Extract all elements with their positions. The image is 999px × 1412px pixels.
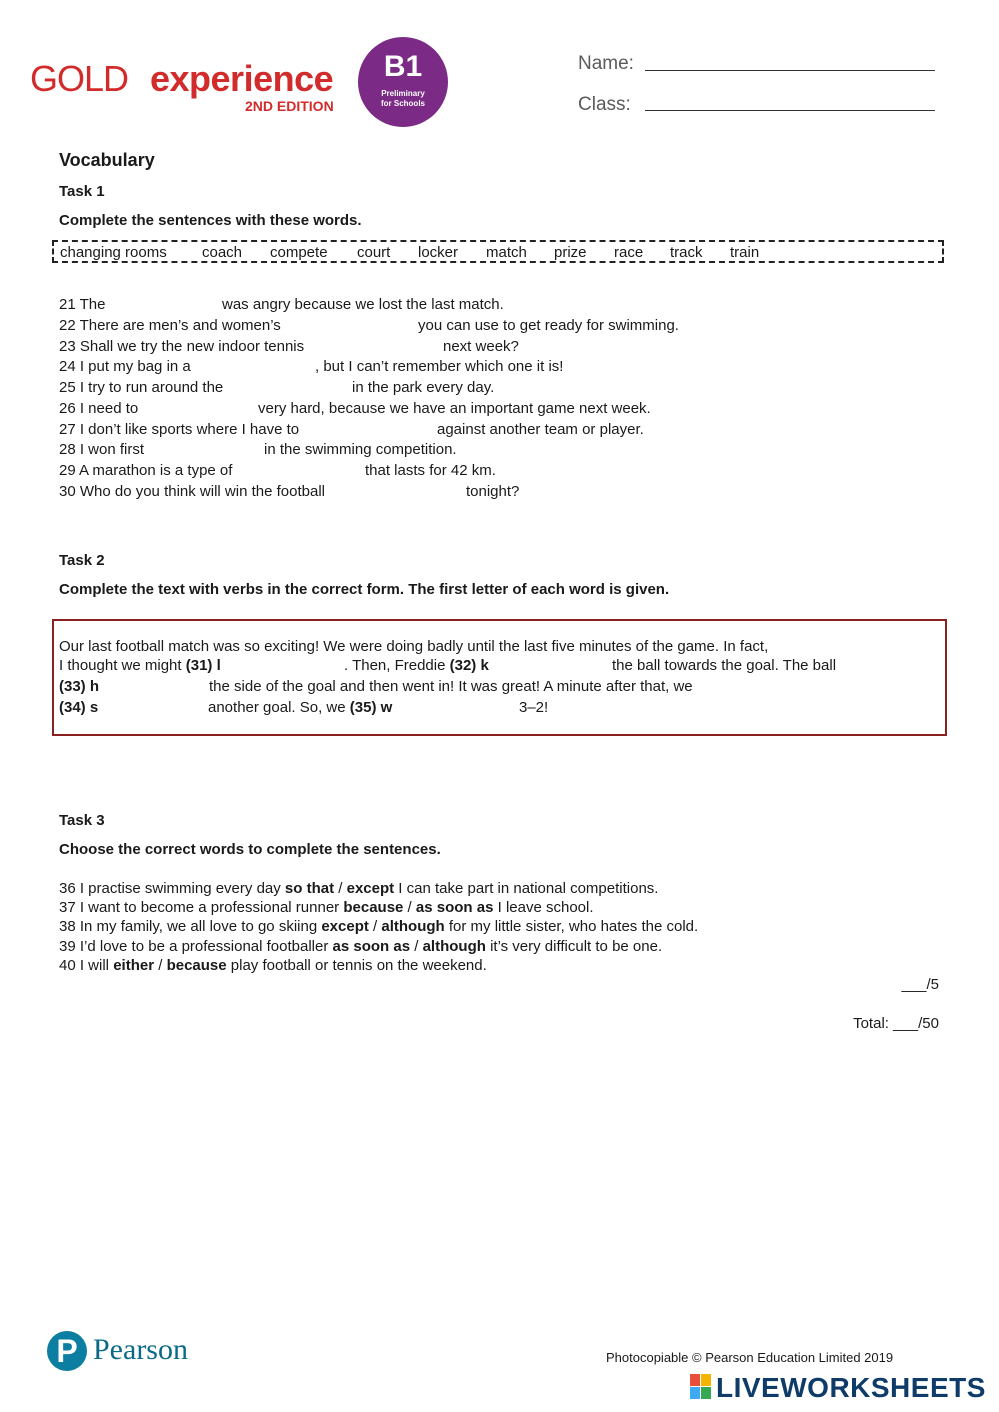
task1-sentence — [59, 482, 520, 503]
sentence-text: very hard, because we have an important game next week. — [258, 400, 651, 417]
class-label: Class: — [578, 94, 631, 115]
sentence-text: 29 A marathon is a type of — [59, 462, 233, 479]
task2-text: the ball towards the goal. The ball — [612, 657, 837, 674]
task3-sentence — [59, 937, 662, 958]
task2-text: I thought we might — [59, 657, 186, 674]
task2-heading: Task 2 — [59, 552, 105, 569]
task3-instruction: Choose the correct words to complete the sentences. — [59, 841, 441, 858]
task2-text: the side of the goal and then went in! It was great! A minute after that, we — [209, 678, 693, 695]
sentence-text: 39 I’d love to be a professional footballer — [59, 938, 333, 955]
option-separator: / — [334, 880, 347, 897]
pearson-logo-icon: P — [47, 1331, 87, 1371]
task1-sentence — [59, 316, 679, 337]
level-sub1: Preliminary — [381, 89, 425, 98]
task1-sentence — [59, 378, 495, 399]
option-separator: / — [410, 938, 423, 955]
task2-cue: (31) l — [185, 657, 221, 674]
liveworksheets-wordmark[interactable]: LIVEWORKSHEETS — [716, 1372, 986, 1403]
word-item: compete — [270, 244, 328, 261]
task2-cue: (35) w — [349, 699, 393, 716]
total-score: Total: ___/50 — [853, 1015, 939, 1032]
name-field[interactable] — [645, 70, 935, 71]
option-1[interactable]: either — [113, 957, 155, 974]
sentence-text: in the swimming competition. — [264, 441, 457, 458]
pearson-wordmark: Pearson — [93, 1333, 188, 1366]
sentence-text: that lasts for 42 km. — [365, 462, 496, 479]
task3-sentence — [59, 917, 698, 938]
task2-cue: (33) h — [59, 678, 100, 695]
task1-heading: Task 1 — [59, 183, 105, 200]
sentence-text: was angry because we lost the last match. — [222, 296, 504, 313]
sentence-text: 30 Who do you think will win the football — [59, 483, 325, 500]
task2-text: 3–2! — [519, 699, 549, 716]
option-1[interactable]: because — [343, 899, 404, 916]
task1-sentence — [59, 337, 519, 358]
task1-sentence — [59, 420, 644, 441]
logo-experience: experience — [150, 58, 334, 99]
sentence-text: 28 I won first — [59, 441, 145, 458]
task1-sentence — [59, 399, 651, 420]
sentence-text: it’s very difficult to be one. — [485, 938, 663, 955]
option-2[interactable]: except — [346, 880, 395, 897]
word-item: race — [614, 244, 644, 261]
option-1[interactable]: as soon as — [332, 938, 411, 955]
level-badge — [358, 37, 448, 127]
class-field[interactable] — [645, 110, 935, 111]
sentence-text: I leave school. — [493, 899, 594, 916]
option-2[interactable]: because — [166, 957, 227, 974]
task3-sentence — [59, 879, 658, 900]
sentence-text: 37 I want to become a professional runner — [59, 899, 344, 916]
sentence-text: 26 I need to — [59, 400, 139, 417]
sentence-text: 27 I don’t like sports where I have to — [59, 421, 300, 438]
word-item: changing rooms — [60, 244, 167, 261]
task3-sentence — [59, 956, 487, 977]
task1-sentence — [59, 440, 457, 461]
word-item: court — [357, 244, 391, 261]
task2-cue: (32) k — [449, 657, 489, 674]
word-item: locker — [418, 244, 459, 261]
sentence-text: 23 Shall we try the new indoor tennis — [59, 338, 305, 355]
task3-sentence — [59, 898, 594, 919]
word-box — [52, 240, 944, 263]
level-sub2: for Schools — [380, 99, 425, 108]
task2-line — [344, 656, 489, 677]
sentence-text: 40 I will — [59, 957, 114, 974]
sentence-text: play football or tennis on the weekend. — [226, 957, 487, 974]
name-label: Name: — [578, 53, 634, 74]
sentence-text: in the park every day. — [352, 379, 495, 396]
option-2[interactable]: as soon as — [415, 899, 494, 916]
logo-gold: GOLD — [30, 58, 129, 99]
task2-instruction: Complete the text with verbs in the correct form. The first letter of each word is given. — [59, 581, 670, 598]
level-label: B1 — [383, 50, 423, 83]
task1-instruction: Complete the sentences with these words. — [59, 212, 362, 229]
sentence-text: 25 I try to run around the — [59, 379, 224, 396]
logo-edition: 2ND EDITION — [245, 98, 334, 114]
sentence-text: 36 I practise swimming every day — [59, 880, 285, 897]
copyright-notice: Photocopiable © Pearson Education Limited 2019 — [606, 1350, 894, 1365]
section-title: Vocabulary — [59, 150, 155, 170]
option-1[interactable]: so that — [284, 880, 335, 897]
sentence-text: next week? — [443, 338, 519, 355]
task1-sentence — [59, 295, 504, 316]
sentence-text: 38 In my family, we all love to go skiing — [59, 918, 322, 935]
task2-cue: (34) s — [59, 699, 99, 716]
liveworksheets-logo-icon — [690, 1374, 712, 1400]
task2-text: another goal. So, we — [208, 699, 350, 716]
word-item: prize — [554, 244, 587, 261]
sentence-text: I can take part in national competitions. — [394, 880, 659, 897]
word-item: track — [670, 244, 703, 261]
sentence-text: , but I can’t remember which one it is! — [315, 358, 564, 375]
sentence-text: 21 The — [59, 296, 106, 313]
task2-line — [59, 656, 221, 677]
task3-heading: Task 3 — [59, 812, 105, 829]
option-2[interactable]: although — [381, 918, 445, 935]
task2-text: . Then, Freddie — [344, 657, 450, 674]
task2-line — [208, 698, 392, 719]
task1-sentence — [59, 357, 564, 378]
sentence-text: against another team or player. — [437, 421, 644, 438]
option-separator: / — [368, 918, 382, 935]
word-item: match — [486, 244, 527, 261]
word-item: train — [730, 244, 760, 261]
option-1[interactable]: except — [321, 918, 369, 935]
option-separator: / — [154, 957, 167, 974]
task1-sentence — [59, 461, 496, 482]
word-item: coach — [202, 244, 243, 261]
sentence-text: 24 I put my bag in a — [59, 358, 191, 375]
sentence-text: you can use to get ready for swimming. — [418, 317, 679, 334]
option-separator: / — [403, 899, 416, 916]
option-2[interactable]: although — [422, 938, 486, 955]
sentence-text: for my little sister, who hates the cold. — [444, 918, 699, 935]
sentence-text: 22 There are men’s and women’s — [59, 317, 281, 334]
task3-score: ___/5 — [901, 976, 939, 993]
task2-line: Our last football match was so exciting! We were doing badly until the last five minutes of the game. In fact, — [59, 638, 769, 655]
sentence-text: tonight? — [466, 483, 520, 500]
